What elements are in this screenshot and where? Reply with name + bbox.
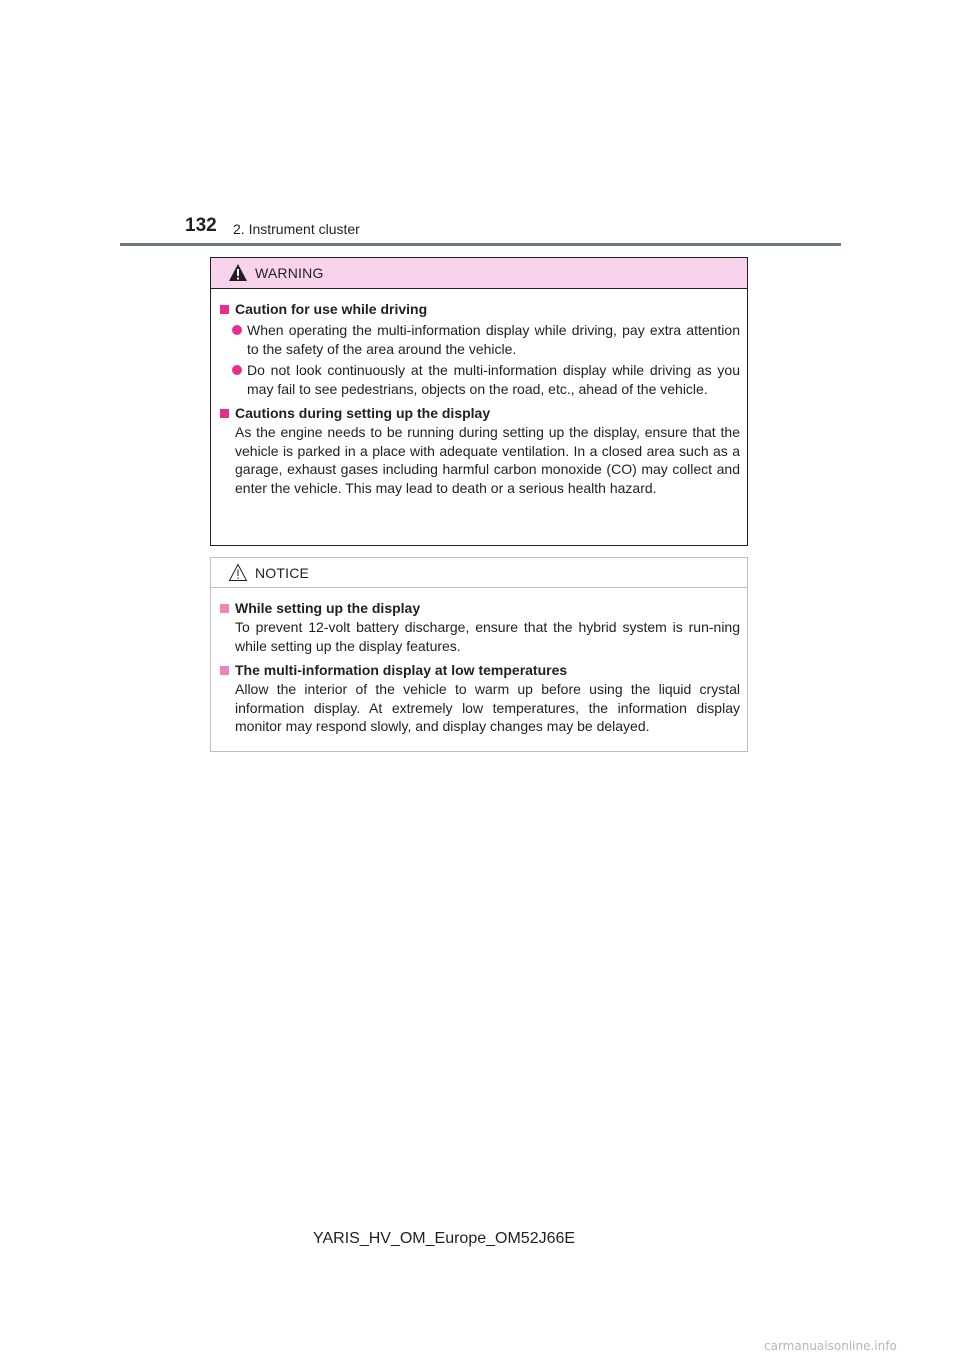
warning-item-heading-text: Caution for use while driving [235, 301, 428, 317]
circle-bullet-icon [232, 325, 242, 335]
square-bullet-icon [220, 604, 229, 613]
page-number: 132 [185, 215, 217, 236]
notice-item-heading [220, 599, 740, 618]
warning-bullet-text: Do not look continuously at the multi-information display while driving as you may fail to see pedestrians, objects on the road, etc., ahead of the vehicle. [247, 362, 740, 397]
notice-item-heading-text: The multi-information display at low temperatures [235, 662, 568, 678]
notice-item [220, 599, 740, 655]
page-header [0, 0, 960, 250]
warning-item-heading-text: Cautions during setting up the display [235, 405, 491, 421]
warning-item [220, 404, 740, 497]
warning-box [210, 257, 748, 546]
notice-triangle-icon [228, 563, 248, 582]
notice-body [211, 588, 747, 736]
notice-item [220, 661, 740, 736]
notice-item-heading [220, 661, 740, 680]
watermark: carmanualsonline.info [764, 1339, 897, 1353]
notice-box [210, 557, 748, 752]
notice-item-heading-text: While setting up the display [235, 600, 421, 616]
square-bullet-icon [220, 305, 229, 314]
notice-title: NOTICE [255, 565, 310, 581]
warning-item-heading [220, 300, 740, 319]
warning-header [211, 258, 747, 289]
notice-item-text: To prevent 12-volt battery discharge, ensure that the hybrid system is run-ning while setting up the display features. [235, 619, 740, 654]
warning-bullet-text: When operating the multi-information display while driving, pay extra attention to the safety of the area around the vehicle. [247, 322, 740, 357]
warning-item-heading [220, 404, 740, 423]
header-rule [120, 243, 841, 246]
square-bullet-icon [220, 666, 229, 675]
warning-bullet [232, 321, 740, 358]
warning-bullet [232, 361, 740, 398]
warning-body [211, 289, 747, 497]
warning-item-text: As the engine needs to be running during setting up the display, ensure that the vehicle is parked in a place with adequate ventilation. In a closed area such as a garage, exhaust gases including harmful carbon monoxide (CO) may collect and enter the vehicle. This may lead to death or a serious health hazard. [235, 424, 740, 496]
section-title: 2. Instrument cluster [233, 221, 360, 237]
circle-bullet-icon [232, 365, 242, 375]
warning-triangle-icon [228, 263, 248, 282]
warning-title: WARNING [255, 265, 324, 281]
notice-item-text: Allow the interior of the vehicle to warm up before using the liquid crystal information display. At extremely low temperatures, the information display monitor may respond slowly, and display changes may be delayed. [235, 681, 740, 734]
document-code: YARIS_HV_OM_Europe_OM52J66E [313, 1230, 576, 1247]
square-bullet-icon [220, 409, 229, 418]
notice-header [211, 558, 747, 588]
warning-item [220, 300, 740, 398]
